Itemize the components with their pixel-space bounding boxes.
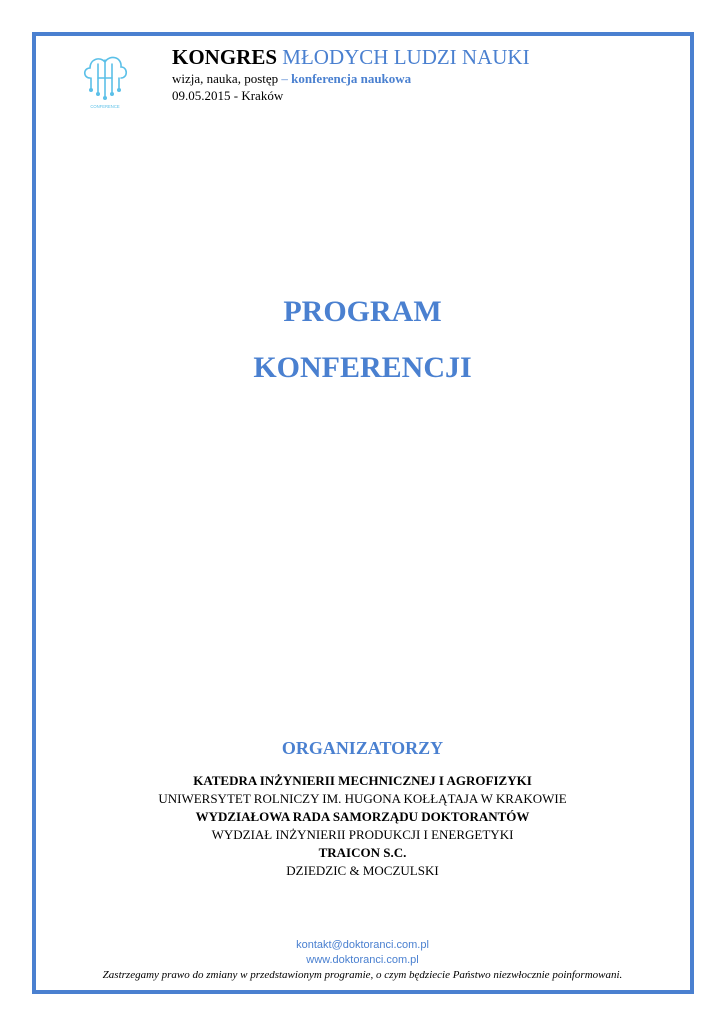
organizers-heading: ORGANIZATORZY (281, 738, 444, 758)
main-title-line1: PROGRAM (283, 295, 442, 328)
cloud-circuit-logo-icon (80, 48, 130, 114)
title-part-mlodych: MŁODYCH LUDZI NAUKI (282, 45, 530, 69)
organizer-line: DZIEDZIC & MOCZULSKI (286, 863, 439, 878)
disclaimer-text: Zastrzegamy prawo do zmiany w przedstawionym programie, o czym będziecie Państwo niezwłocznie poinformowani. (102, 969, 623, 981)
main-title-line2: KONFERENCJI (253, 351, 472, 384)
contact-email-link[interactable]: kontakt@doktoranci.com.pl (296, 939, 429, 951)
organizer-line: UNIWERSYTET ROLNICZY IM. HUGONA KOŁŁĄTAJA W KRAKOWIE (158, 791, 567, 806)
organizers-list (0, 772, 725, 880)
subtitle-accent: konferencja naukowa (291, 71, 412, 86)
conference-subtitle (172, 70, 652, 87)
organizer-line: TRAICON S.C. (318, 845, 407, 860)
header (172, 44, 652, 104)
organizers-section (0, 736, 725, 880)
organizer-line: WYDZIAŁOWA RADA SAMORZĄDU DOKTORANTÓW (195, 809, 530, 824)
footer (0, 938, 725, 983)
subtitle-dash: – (281, 71, 288, 86)
date-place: 09.05.2015 - Kraków (172, 88, 284, 103)
subtitle-text: wizja, nauka, postęp (172, 71, 279, 86)
organizer-line: KATEDRA INŻYNIERII MECHNICZNEJ I AGROFIZYKI (193, 773, 532, 788)
conference-title (172, 44, 652, 70)
logo-caption: CONFERENCE (90, 104, 120, 109)
website-link[interactable]: www.doktoranci.com.pl (306, 954, 419, 966)
title-part-kongres: KONGRES (172, 45, 278, 69)
organizer-line: WYDZIAŁ INŻYNIERII PRODUKCJI I ENERGETYKI (211, 827, 514, 842)
